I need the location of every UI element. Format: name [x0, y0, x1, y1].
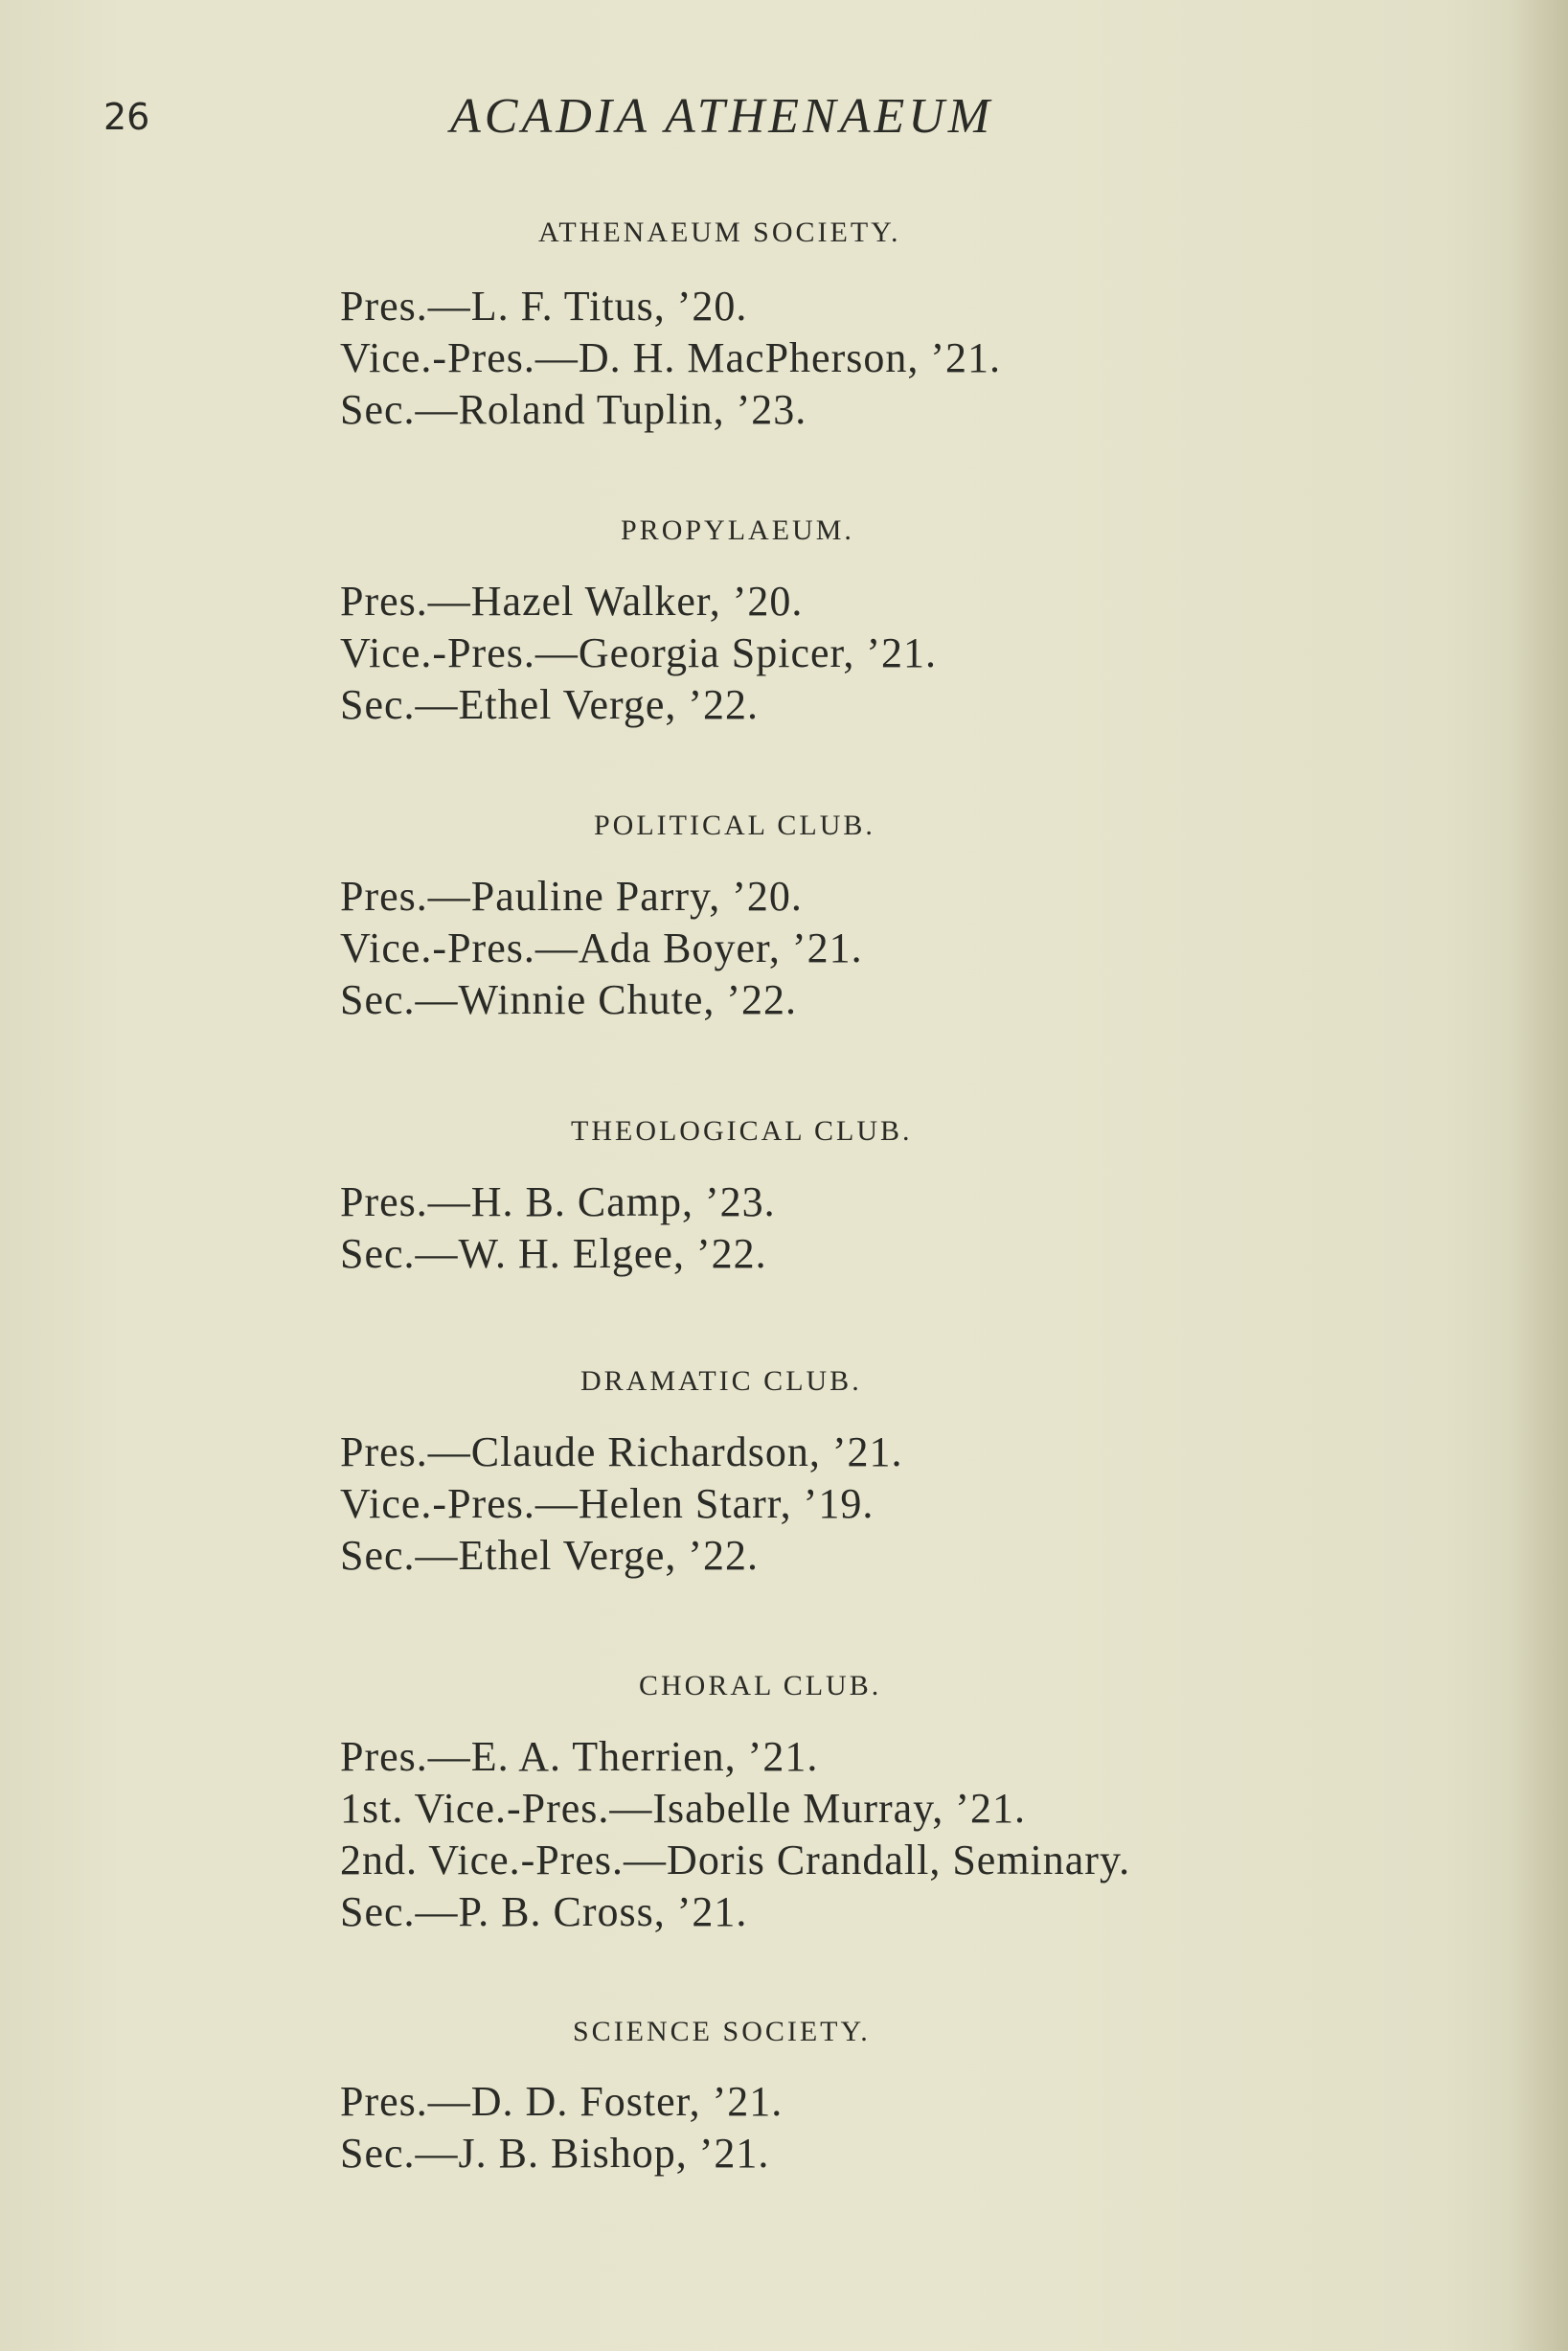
- entry-line: Vice.-Pres.—Helen Starr, ’19.: [340, 1480, 875, 1527]
- entry-line: Sec.—J. B. Bishop, ’21.: [340, 2130, 770, 2177]
- entry-line: Pres.—H. B. Camp, ’23.: [340, 1178, 776, 1225]
- page-number: 26: [103, 96, 150, 138]
- entry-line: 1st. Vice.-Pres.—Isabelle Murray, ’21.: [340, 1785, 1026, 1832]
- page-edge-shadow: [1511, 0, 1568, 2351]
- entry-line: Pres.—Pauline Parry, ’20.: [340, 873, 803, 920]
- entry-line: Sec.—Ethel Verge, ’22.: [340, 681, 760, 728]
- entry-line: Sec.—P. B. Cross, ’21.: [340, 1888, 748, 1935]
- entry-line: Sec.—Roland Tuplin, ’23.: [340, 386, 807, 433]
- section-title-science-society: SCIENCE SOCIETY.: [573, 2016, 871, 2047]
- entry-line: Sec.—Ethel Verge, ’22.: [340, 1532, 760, 1579]
- section-title-theological-club: THEOLOGICAL CLUB.: [571, 1115, 913, 1147]
- entry-line: Vice.-Pres.—Georgia Spicer, ’21.: [340, 629, 938, 676]
- entry-line: Sec.—Winnie Chute, ’22.: [340, 976, 798, 1023]
- entry-line: Pres.—D. D. Foster, ’21.: [340, 2078, 784, 2125]
- section-title-political-club: POLITICAL CLUB.: [594, 810, 875, 841]
- entry-line: Pres.—L. F. Titus, ’20.: [340, 283, 748, 330]
- entry-line: 2nd. Vice.-Pres.—Doris Crandall, Seminary.: [340, 1837, 1131, 1883]
- running-head: ACADIA ATHENAEUM: [450, 89, 994, 144]
- section-title-dramatic-club: DRAMATIC CLUB.: [580, 1365, 862, 1397]
- entry-line: Vice.-Pres.—D. H. MacPherson, ’21.: [340, 334, 1002, 381]
- section-title-propylaeum: PROPYLAEUM.: [621, 514, 854, 546]
- entry-line: Pres.—Claude Richardson, ’21.: [340, 1428, 903, 1475]
- entry-line: Pres.—Hazel Walker, ’20.: [340, 578, 804, 625]
- entry-line: Sec.—W. H. Elgee, ’22.: [340, 1230, 767, 1277]
- entry-line: Vice.-Pres.—Ada Boyer, ’21.: [340, 924, 863, 971]
- entry-line: Pres.—E. A. Therrien, ’21.: [340, 1733, 819, 1780]
- section-title-athenaeum-society: ATHENAEUM SOCIETY.: [538, 217, 901, 248]
- section-title-choral-club: CHORAL CLUB.: [639, 1670, 882, 1701]
